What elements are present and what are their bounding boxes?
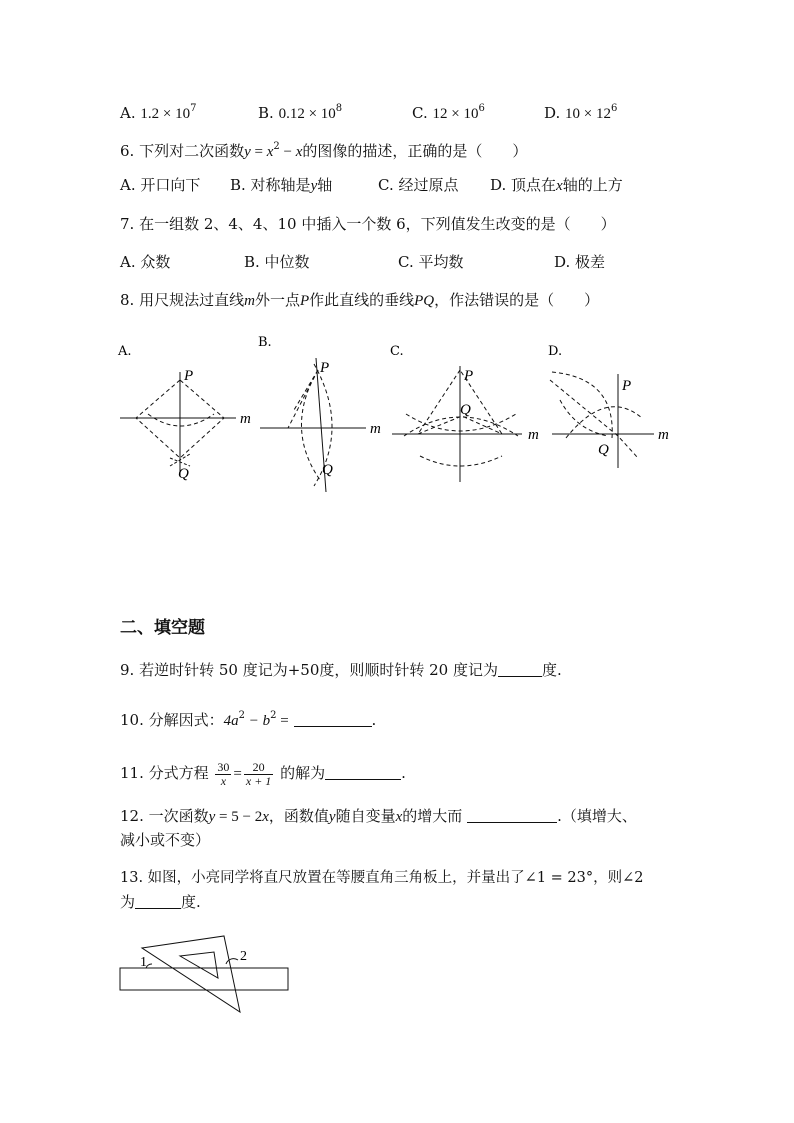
q12-mid1: ，函数值 (268, 807, 329, 825)
q5-option-a-label: A. (120, 104, 136, 122)
q12-expr: = 5 − 2 (215, 809, 263, 825)
q6-option-d-post: 轴的上方 (562, 176, 623, 194)
q13-stem-line2 (120, 892, 201, 912)
q12-var-x: x (395, 809, 403, 825)
q11-eq: = (233, 766, 242, 782)
q10-expr-b: − b (245, 713, 271, 729)
q9-text-post: 度. (541, 661, 562, 679)
q13-triangle-inner (180, 952, 218, 978)
q8-stem-mid2: 作此直线的垂线 (309, 291, 415, 309)
q5-option-a-exponent: 7 (190, 103, 197, 114)
q6-option-d-var: x (556, 178, 563, 194)
q8-var-m: m (244, 293, 255, 309)
q8-stem-mid1: 外一点 (254, 291, 300, 309)
q6-stem (120, 137, 527, 162)
q12-stem (120, 806, 637, 827)
q7-option-c: C. 平均数 (398, 253, 464, 271)
q13-stem: 13. 如图，小亮同学将直尺放置在等腰直角三角板上，并量出了∠1 = 23°，则∠2 (120, 870, 644, 886)
q12-var-y: y (328, 809, 336, 825)
q8-figure-c (390, 338, 550, 488)
q10-answer-blank[interactable] (294, 712, 372, 727)
q5-option-b-exponent: 8 (335, 103, 343, 114)
q10-exp2: 2 (270, 710, 277, 721)
q6-func-minus: − (279, 144, 296, 160)
q12-answer-blank[interactable] (467, 808, 557, 823)
q8-figure-d-label: D. (548, 344, 563, 359)
q8-stem-pre: 8. 用尺规法过直线 (120, 291, 245, 309)
q7-option-a: A. 众数 (120, 253, 171, 271)
q11-post-pre: 的解为 (280, 764, 326, 782)
q5-option-b (258, 99, 342, 124)
q10-pre: 10. 分解因式： (120, 711, 224, 729)
q8-figure-c-point-q: Q (460, 402, 471, 418)
q13-line2-post: 度. (181, 893, 201, 911)
q13-answer-blank[interactable] (135, 894, 181, 909)
q12-post: .（填增大、 (557, 807, 637, 825)
q5-option-c-label: C. (412, 104, 428, 122)
q7-stem: 7. 在一组数 2、4、4、10 中插入一个数 6，下列值发生改变的是（ ） (120, 215, 616, 233)
q6-func-exp: 2 (273, 141, 280, 152)
q8-figure-d-point-q: Q (598, 442, 609, 458)
q5-option-c-exponent: 6 (478, 103, 485, 114)
q8-figure-b-point-p: P (320, 360, 330, 376)
q8-figure-b (258, 330, 398, 495)
q6-func-x2: x (295, 144, 303, 160)
q9-answer-blank[interactable] (498, 662, 542, 677)
q8-figure-c-label: C. (390, 344, 404, 359)
q6-option-b-post: 轴 (317, 176, 333, 194)
q11-stem (120, 758, 406, 789)
q7-option-b: B. 中位数 (244, 253, 310, 271)
q5-option-d-label: D. (544, 104, 561, 122)
q6-option-b-var: y (310, 178, 318, 194)
q8-figure-a-point-p: P (184, 368, 194, 384)
q5-option-d-exponent: 6 (611, 103, 618, 114)
q12-expr-y: y (208, 809, 216, 825)
q7-option-d: D. 极差 (554, 253, 606, 271)
q11-fraction-left (215, 761, 231, 788)
q11-den2: x + 1 (245, 773, 272, 788)
q5-option-d-value: 10 × 12 (565, 106, 612, 122)
q11-pre: 11. 分式方程 (120, 764, 209, 782)
q12-stem-line2: 减小或不变） (120, 831, 211, 849)
q8-figure-a-point-q: Q (178, 466, 189, 482)
q9-text-pre: 9. 若逆时针转 50 度记为+50度，则顺时针转 20 度记为 (120, 661, 498, 679)
q13-angle-2: 2 (240, 949, 247, 964)
q8-figure-d-line-m: m (658, 427, 669, 443)
section-title: 二、填空题 (120, 618, 205, 638)
q10-expr-a: 4a (223, 713, 239, 729)
q5-option-a (120, 99, 196, 124)
q13-angle-1: 1 (140, 955, 147, 970)
q6-stem-post: 的图像的描述，正确的是（ ） (302, 142, 528, 160)
q11-num2: 20 (244, 761, 273, 775)
q5-option-b-value: 0.12 × 10 (278, 106, 336, 122)
q8-figure-d (546, 338, 681, 473)
q8-figure-d-point-p: P (622, 378, 632, 394)
q10-eq: = (276, 713, 289, 729)
q8-figure-c-point-p: P (464, 368, 474, 384)
q5-option-d (544, 99, 617, 124)
q8-var-pq: PQ (414, 293, 435, 309)
q13-figure (118, 930, 293, 1015)
q11-post: . (401, 764, 406, 782)
q8-var-p: P (299, 293, 310, 309)
q11-den1: x (220, 773, 227, 788)
q6-option-b-pre: B. 对称轴是 (230, 176, 311, 194)
q6-option-b (230, 175, 332, 196)
q11-answer-blank[interactable] (325, 765, 401, 780)
q8-figure-a-line-m: m (240, 411, 251, 427)
q8-figure-b-line-m: m (370, 421, 381, 437)
q6-option-c: C. 经过原点 (378, 176, 459, 194)
q8-figure-b-label: B. (258, 335, 272, 350)
q8-figure-c-line-m: m (528, 427, 539, 443)
q10-exp: 2 (238, 710, 245, 721)
q13-ruler (120, 968, 288, 990)
q11-num1: 30 (217, 759, 230, 774)
q8-stem (120, 290, 599, 311)
q5-option-b-label: B. (258, 104, 274, 122)
q12-expr-x: x (262, 809, 269, 825)
q5-option-c (412, 99, 485, 124)
q6-option-d (490, 175, 623, 196)
q5-option-c-value: 12 × 10 (432, 106, 479, 122)
q13-line2-pre: 为 (120, 893, 136, 911)
q10-stem (120, 706, 376, 731)
q12-mid3: 的增大而 (402, 807, 463, 825)
q6-func-x: x (266, 144, 274, 160)
q12-pre: 12. 一次函数 (120, 807, 209, 825)
q6-stem-pre: 6. 下列对二次函数 (120, 142, 245, 160)
q8-figure-b-point-q: Q (322, 462, 333, 478)
q6-option-a: A. 开口向下 (120, 176, 201, 194)
q6-func-y: y (244, 144, 251, 160)
q9-stem (120, 660, 562, 680)
q8-figure-a (118, 338, 258, 483)
q10-post: . (371, 711, 377, 729)
q8-stem-post: ，作法错误的是（ ） (434, 291, 600, 309)
q13-triangle-outer (142, 936, 240, 1012)
q11-fraction-right (244, 761, 273, 788)
q6-func-eq: = (250, 144, 267, 160)
q8-figure-a-label: A. (118, 344, 132, 359)
q5-option-a-value: 1.2 × 10 (140, 106, 191, 122)
q12-mid2: 随自变量 (335, 807, 396, 825)
q6-option-d-pre: D. 顶点在 (490, 176, 557, 194)
